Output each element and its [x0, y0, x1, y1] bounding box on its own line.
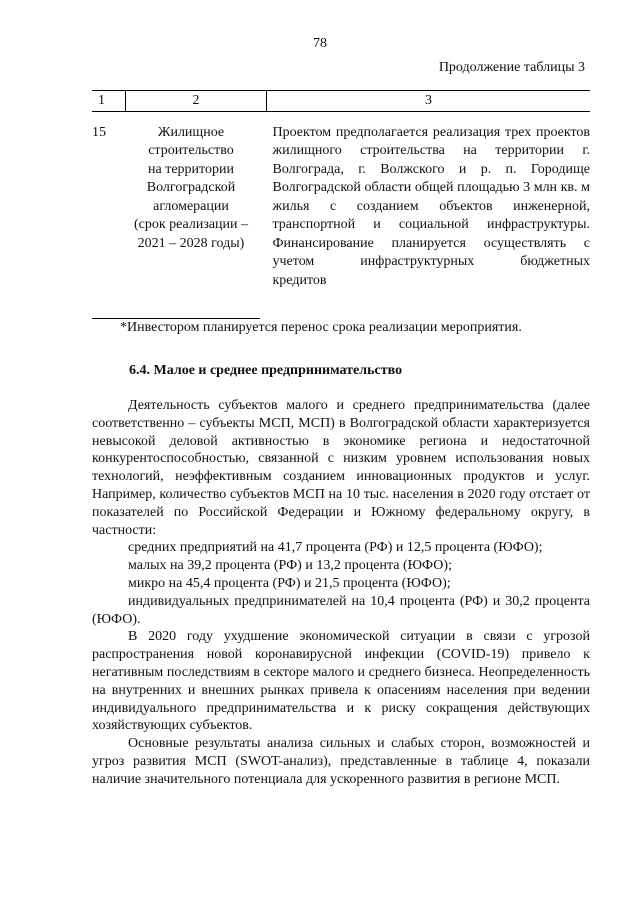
project-name-line: 2021 – 2028 годы): [137, 235, 245, 251]
list-item: малых на 39,2 процента (РФ) и 13,2 процента (ЮФО);: [128, 558, 452, 574]
list-item: средних предприятий на 41,7 процента (РФ) и 12,5 процента (ЮФО);: [128, 540, 543, 556]
footnote: *Инвестором планируется перенос срока реализации мероприятия.: [120, 320, 522, 335]
footnote-divider: [92, 318, 260, 319]
table-row: [92, 111, 590, 290]
project-name-line: Волгоградской: [146, 180, 236, 195]
section-heading: 6.4. Малое и среднее предпринимательство: [129, 363, 403, 378]
project-description: [267, 111, 591, 290]
project-name-line: строительство: [148, 143, 234, 158]
paragraph: Деятельность субъектов малого и среднего предпринимательства (далее соответственно – субъекты МСП, МСП) в Волгоградской области характеризуется невысокой деловой активностью в экономике региона и недостаточной конкурентоспособностью, связанной с низким уровнем использования новых технологий, неэффективным созданием инновационных продуктов и услуг. Например, количество субъектов МСП на 10 тыс. населения в 2020 году отстает от показателей по Российской Федерации и Южному федеральному округу, в частности:: [92, 398, 590, 538]
project-name-line: Жилищное: [157, 124, 225, 140]
paragraph: В 2020 году ухудшение экономической ситуации в связи с угрозой распространения новой коронавирусной инфекции (COVID-19) привело к негативным последствиям в секторе малого и среднего бизнеса. Неопределенность на внутренних и внешних рынках привела к опасениям населения при ведении индивидуального предпринимательства и к риску сокращения действующих хозяйствующих субъектов.: [92, 629, 590, 734]
column-header-2: 2: [126, 91, 267, 112]
projects-table: [92, 90, 590, 290]
project-name-line: (срок реализации –: [133, 217, 249, 232]
column-header-1: 1: [92, 91, 126, 112]
project-name-line: агломерации: [153, 198, 229, 214]
section-body: [92, 397, 590, 789]
list-item: индивидуальных предпринимателей на 10,4 процента (РФ) и 30,2 процента (ЮФО).: [92, 593, 590, 627]
page-number: 78: [313, 36, 327, 51]
paragraph: Основные результаты анализа сильных и слабых сторон, возможностей и угроз развития МСП (SWOT-анализ), представленные в таблице 4, показали наличие значительного потенциала для ускоренного развития в регионе МСП.: [92, 736, 590, 787]
list-item: микро на 45,4 процента (РФ) и 21,5 процента (ЮФО);: [128, 575, 451, 591]
project-description-end: кредитов: [272, 272, 327, 288]
table-header-row: [92, 91, 590, 112]
project-name-line: на территории: [148, 161, 234, 177]
row-number: 15: [92, 124, 106, 140]
column-header-3: 3: [267, 91, 591, 112]
table-continuation-label: Продолжение таблицы 3: [438, 60, 585, 75]
project-name: [126, 111, 267, 290]
project-description-text: Проектом предполагается реализация трех проектов жилищного строительства на территории г. Волгограда, г. Волжского и р. п. Городище Волгоградской области общей площадью 3 млн кв. м жилья с созданием объектов инженерной, транспортной и социальной инфраструктуры. Финансирование планируется осуществлять с учетом инфраструктурных бюджетных: [272, 124, 590, 269]
